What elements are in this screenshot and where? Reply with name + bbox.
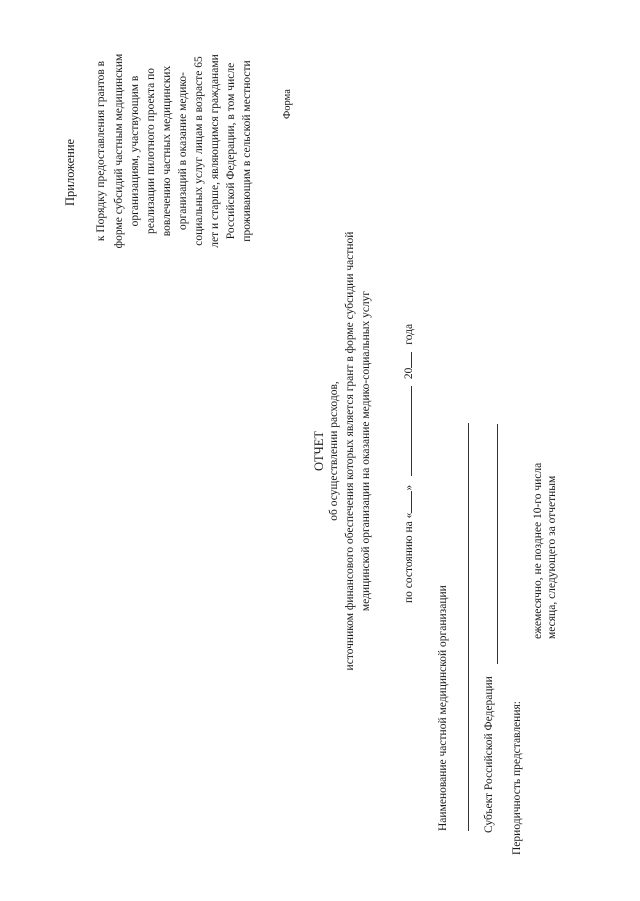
org-name-label: Наименование частной медицинской организации (437, 585, 449, 831)
date-year-prefix: 20 (403, 367, 415, 380)
periodicity-label: Периодичность представления: (511, 701, 523, 855)
appendix-line: реализации пилотного проекта по (145, 67, 157, 235)
appendix-title: Приложение (63, 138, 77, 206)
periodicity-value-line: месяца, следующего за отчетным (546, 475, 558, 639)
report-subtitle-line: об осуществлении расходов, (328, 381, 340, 521)
date-month-blank[interactable] (401, 386, 412, 476)
org-name-line[interactable] (468, 423, 469, 831)
date-day-blank[interactable] (401, 491, 412, 513)
report-subtitle-line: медицинской организации на оказание медико-социальных услуг (360, 290, 372, 612)
appendix-line: организаций в оказание медико- (177, 72, 189, 230)
appendix-line: организациям, участвующим в (129, 75, 141, 227)
periodicity-value-line: ежемесячно, не позднее 10-го числа (532, 462, 544, 639)
appendix-line: лет и старше, являющимся гражданами (209, 54, 221, 248)
appendix-line: проживающим в сельской местности (241, 60, 253, 242)
appendix-line: вовлечению частных медицинских (161, 65, 173, 237)
form-label: Форма (282, 89, 293, 119)
appendix-line: к Порядку предоставления грантов в (95, 60, 107, 242)
date-year-blank[interactable] (401, 352, 412, 368)
date-prefix: по состоянию на « (403, 512, 415, 603)
subject-line[interactable] (497, 424, 498, 664)
report-title: ОТЧЕТ (312, 430, 326, 472)
appendix-line: социальных услуг лицам в возрасте 65 (193, 56, 205, 246)
appendix-line: Российской Федерации, в том числе (225, 62, 237, 240)
date-year-suffix: года (403, 323, 415, 345)
date-quote-close: » (403, 484, 415, 491)
subject-label: Субъект Российской Федерации (483, 676, 495, 833)
appendix-line: форме субсидий частным медицинским (113, 53, 125, 249)
report-date-line (401, 324, 416, 603)
report-subtitle-line: источником финансового обеспечения которых является грант в форме субсидии частной (344, 231, 356, 671)
